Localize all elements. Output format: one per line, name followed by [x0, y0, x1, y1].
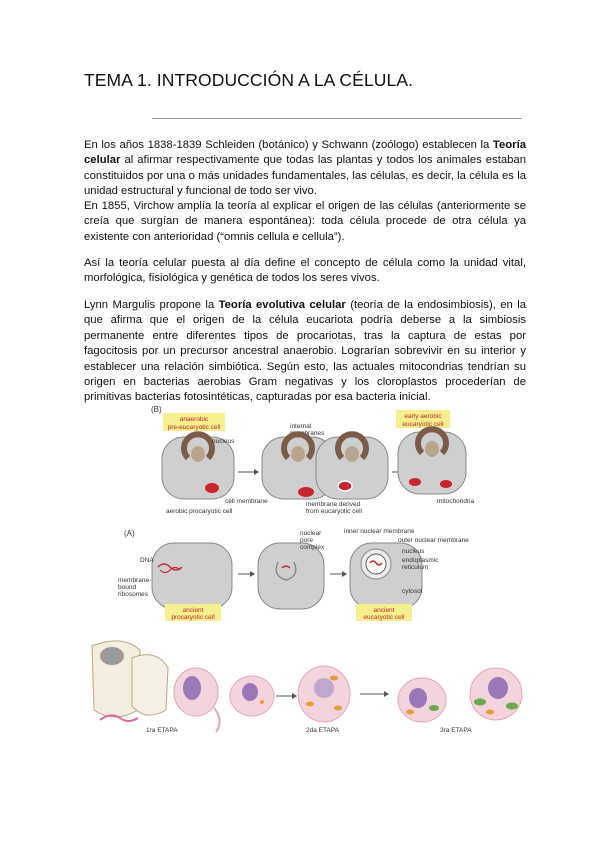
bacterium-icon	[205, 483, 219, 493]
label-eucaryotic: eucaryotic cell	[363, 614, 405, 621]
label-ancient-1: ancient	[182, 607, 204, 614]
label-stage-2: 2da ETAPA	[306, 727, 339, 734]
bold-term-cell-theory: Teoría celular	[84, 139, 526, 167]
paragraph-updated-theory: Así la teoría celular puesta al día define el concepto de célula como la unidad vital, morfológica, fisiológica y genética de todos los seres vivos.	[84, 257, 526, 285]
label-stage-1: 1ra ETAPA	[146, 727, 178, 734]
cell-stage1	[174, 668, 220, 732]
label-nucleus-b: nucleus	[212, 438, 235, 445]
paragraph-cell-theory	[84, 138, 526, 200]
arrow-head	[292, 693, 297, 699]
bold-term-evolutive-theory: Teoría evolutiva celular	[218, 299, 346, 311]
cell-ancient-procaryotic	[152, 543, 232, 609]
label-cell-membrane: cell membrane	[225, 498, 268, 505]
label-inner-nuclear: inner nuclear membrane	[344, 528, 415, 535]
paragraph-endosymbiosis	[84, 298, 526, 406]
label-endoplasmic: endoplasmic	[402, 557, 439, 564]
panel-label-a: (A)	[124, 529, 135, 538]
arrow-head	[250, 571, 255, 577]
text-run: En los años 1838-1839 Schleiden (botánico) y Schwann (zoólogo) establecen la	[84, 139, 493, 151]
label-from-eucaryotic: from eucaryotic cell	[306, 508, 362, 515]
page-title: TEMA 1. INTRODUCCIÓN A LA CÉLULA.	[84, 70, 414, 90]
cell-stage2	[298, 666, 350, 722]
label-cytosol: cytosol	[402, 588, 423, 595]
label-early-aerobic: early aerobic	[404, 413, 442, 420]
cell-stage3-a	[398, 678, 446, 722]
arrow-head	[254, 469, 259, 475]
label-mitochondria: mitochondria	[437, 498, 475, 505]
figure-c-endosymbiosis-stages	[0, 628, 600, 738]
label-anaerobic: anaerobic	[179, 416, 209, 423]
label-membrane-derived: membrane derived	[306, 501, 361, 508]
label-dna: DNA	[140, 557, 154, 564]
label-aerobic-procaryotic: aerobic procaryotic cell	[166, 508, 233, 515]
label-membrane: membrane-	[118, 577, 152, 584]
text-run: (teoría de la endosimbiosis), en la que afirma que el origen de la célula eucariota podría deberse a la simbiosis permanente entre diferentes tipos de procariotas, tras la captura de estas por fagocitosis por un precursor ancestral anaerobio. Lograrían sobrevivir en su interior y establecer una relación simbiótica. Según esto, las actuales mitocondrias tendrían su origen en bacterias aerobias Gram negativas y los cloroplastos procederían de primitivas bacterias fotosintéticas, capturadas por esa bacteria inicial.	[84, 299, 526, 404]
label-membranes: membranes	[290, 430, 325, 437]
label-procaryotic: procaryotic cell	[171, 614, 215, 621]
cell-engulfed	[316, 434, 388, 499]
cell-early-aerobic	[398, 429, 466, 494]
cell-stage3-b	[470, 668, 522, 720]
label-pre-eucaryotic: pre-eucaryotic cell	[167, 424, 221, 431]
label-pore: pore	[300, 537, 314, 544]
figure-a-nucleus-origin	[0, 522, 600, 622]
label-internal: internal	[290, 423, 312, 430]
cell-precursor	[92, 641, 168, 717]
text-run: al afirmar respectivamente que todas las plantas y todos los animales estaban constituidos por una o más unidades fundamentales, las células, es decir, la célula es la unidad estructural y funcional de todo ser vivo.	[84, 154, 526, 198]
label-nucleus-a: nucleus	[402, 548, 425, 555]
label-reticulum: reticulum	[402, 564, 429, 571]
label-outer-nuclear: outer nuclear membrane	[398, 537, 469, 544]
label-eucaryotic-cell: eucaryotic cell	[402, 421, 444, 428]
label-ribosomes: ribosomes	[118, 591, 148, 598]
label-stage-3: 3ra ETAPA	[440, 727, 472, 734]
label-complex: complex	[300, 544, 325, 551]
label-ancient-2: ancient	[373, 607, 395, 614]
title-divider	[152, 118, 522, 119]
arrow-head	[384, 691, 389, 697]
panel-label-b: (B)	[151, 405, 162, 414]
figure-b-mitochondria-origin	[0, 400, 600, 522]
cell-infolding	[258, 543, 324, 609]
arrow-head	[342, 571, 347, 577]
label-nuclear: nuclear	[300, 530, 322, 537]
label-bound: bound	[118, 584, 137, 591]
cell-stage-mid	[230, 676, 274, 716]
paragraph-virchow: En 1855, Virchow amplía la teoría al explicar el origen de las células (anteriormente se creía que surgían de manera espontánea): toda célula procede de otra célula ya existente con anterioridad (“omnis cellula e cellula”).	[84, 200, 526, 243]
text-run: Lynn Margulis propone la	[84, 299, 219, 311]
